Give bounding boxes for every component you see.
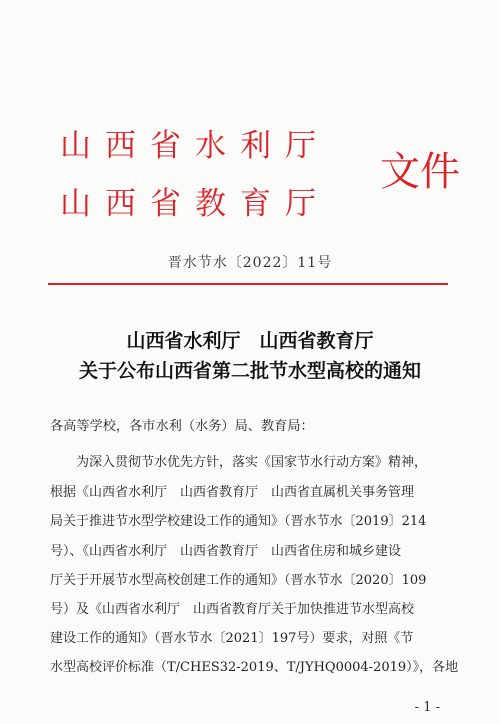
- body-line: 厅关于开展节水型高校创建工作的通知》（晋水节水〔2020〕109: [50, 573, 427, 588]
- body-line: 根据《山西省水利厅 山西省教育厅 山西省直属机关事务管理: [50, 485, 415, 500]
- body-line: 局关于推进节水型学校建设工作的通知》（晋水节水〔2019〕214: [50, 514, 427, 529]
- body-line: 为深入贯彻节水优先方针，落实《国家节水行动方案》精神，: [50, 455, 428, 470]
- body-line: 号）、《山西省水利厅 山西省教育厅 山西省住房和城乡建设: [50, 544, 402, 559]
- body-line: 水型高校评价标准（T/CHES32-2019、T/JYHQ0004-2019）》，各地: [50, 660, 459, 675]
- issuer-water-resources: 山西省水利厅: [60, 128, 330, 164]
- document-number: 晋水节水〔2022〕11号: [167, 255, 333, 271]
- body-line: 建设工作的通知》（晋水节水〔2021〕197号）要求，对照《节: [50, 631, 414, 646]
- notice-title-line2: 关于公布山西省第二批节水型高校的通知: [78, 360, 421, 382]
- notice-title-line1: 山西省水利厅 山西省教育厅: [126, 330, 374, 352]
- salutation: 各高等学校，各市水利（水务）局、教育局：: [50, 419, 314, 434]
- page-number: - 1 -: [414, 700, 440, 715]
- red-divider-line: [48, 283, 448, 285]
- issuer-education: 山西省教育厅: [60, 186, 330, 222]
- doc-type-label: 文件: [380, 149, 460, 195]
- body-line: 号）及《山西省水利厅 山西省教育厅关于加快推进节水型高校: [50, 602, 415, 617]
